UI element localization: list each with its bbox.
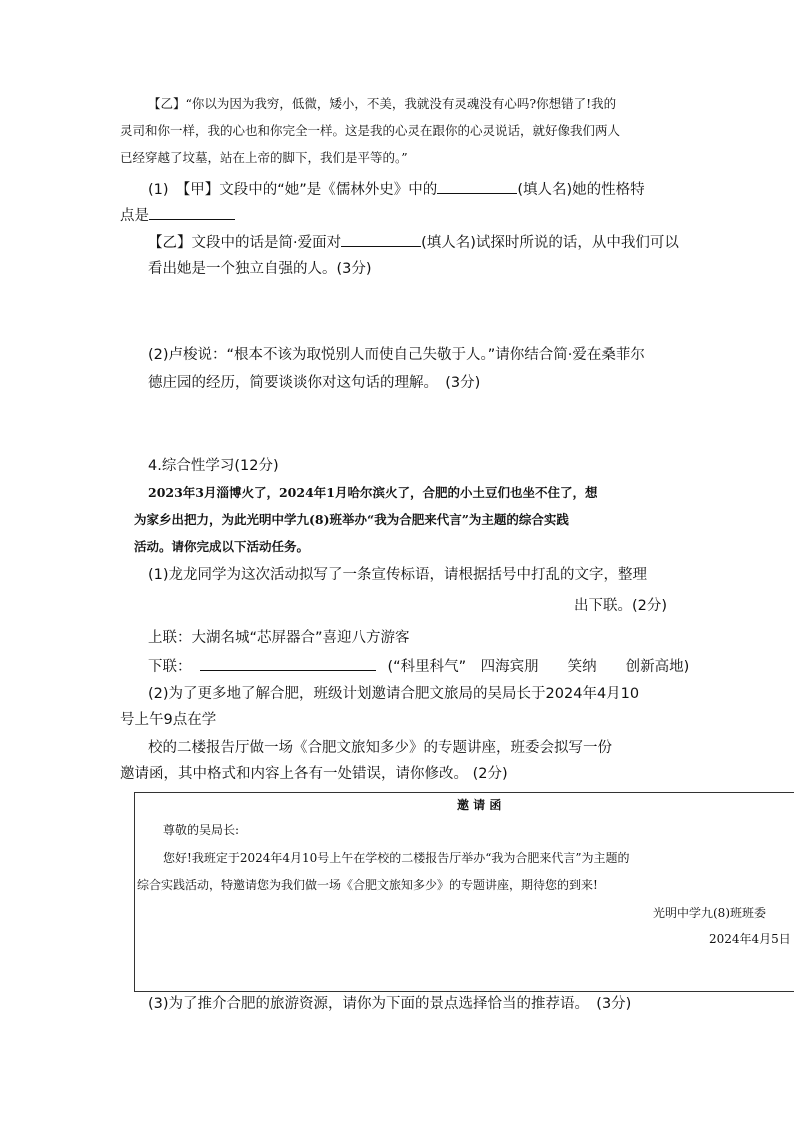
q4-3-line-1: (3)为了推介合肥的旅游资源，请你为下面的景点选择恰当的推荐语。 (3分) (148, 996, 632, 1012)
q4-title: 4.综合性学习(12分) (148, 458, 279, 474)
q4-intro-line-1: 2023年3月淄博火了，2024年1月哈尔滨火了，合肥的小土豆们也坐不住了，想 (148, 485, 598, 500)
q4-2-line-2: 号上午9点在学 (120, 712, 217, 728)
q4-intro-line-2: 为家乡出把力，为此光明中学九(8)班举办“我为合肥来代言”为主题的综合实践 (134, 512, 569, 527)
letter-greeting: 尊敬的吴局长: (163, 823, 240, 837)
q3-1-line-4: 看出她是一个独立自强的人。(3分) (148, 261, 372, 277)
q4-intro-line-3: 活动。请你完成以下活动任务。 (134, 539, 310, 554)
couplet-upper: 上联：大湖名城“芯屏器合”喜迎八方游客 (148, 630, 410, 646)
q4-1-line-1: (1)龙龙同学为这次活动拟写了一条宣传标语，请根据括号中打乱的文字，整理 (148, 567, 648, 583)
q4-1-line-2: 出下联。(2分) (574, 598, 668, 614)
q3-1-line-2 (120, 205, 235, 226)
q3-2-line-1: (2)卢梭说：“根本不该为取悦别人而使自己失敬于人。”请你结合简·爱在桑菲尔 (148, 347, 645, 363)
q3-1-line-1-text-a: (1) 【甲】文段中的“她”是《儒林外史》中的 (148, 182, 438, 198)
answer-blank-tester-name[interactable] (341, 232, 421, 247)
yi-quote-line-3: 已经穿越了坟墓，站在上帝的脚下，我们是平等的。” (120, 150, 408, 165)
q3-1-line-3-text-b: (填人名)试探时所说的话，从中我们可以 (421, 235, 679, 251)
answer-blank-person-name[interactable] (437, 179, 517, 194)
q3-1-line-1-text-b: (填人名)她的性格特 (517, 182, 645, 198)
invitation-letter-box (134, 792, 794, 992)
q4-2-line-1: (2)为了更多地了解合肥，班级计划邀请合肥文旅局的吴局长于2024年4月10 (148, 686, 640, 702)
yi-quote-line-1: 【乙】“你以为因为我穷，低微，矮小，不美，我就没有灵魂没有心吗?你想错了!我的 (148, 96, 617, 111)
q4-2-line-3: 校的二楼报告厅做一场《合肥文旅知多少》的专题讲座，班委会拟写一份 (148, 740, 612, 756)
letter-signature: 光明中学九(8)班班委 (653, 906, 766, 920)
q3-1-line-3-text-a: 【乙】文段中的话是简·爱面对 (148, 235, 342, 251)
q3-1-line-3 (148, 232, 679, 253)
q4-2-line-4: 邀请函，其中格式和内容上各有一处错误，请你修改。 (2分) (120, 766, 508, 782)
letter-body-line-2: 综合实践活动，特邀请您为我们做一场《合肥文旅知多少》的专题讲座，期待您的到来! (137, 878, 598, 892)
q3-1-line-1 (148, 179, 645, 200)
couplet-lower-hint: (“科里科气” 四海宾朋 笑纳 创新高地) (387, 659, 690, 675)
couplet-lower-label: 下联： (148, 659, 192, 675)
letter-body-line-1: 您好!我班定于2024年4月10号上午在学校的二楼报告厅举办“我为合肥来代言”为主题的 (163, 851, 630, 865)
couplet-lower (148, 656, 689, 677)
q3-1-line-2-text: 点是 (120, 208, 149, 224)
yi-quote-line-2: 灵司和你一样，我的心也和你完全一样。这是我的心灵在跟你的心灵说话，就好像我们两人 (120, 123, 621, 138)
answer-blank-couplet[interactable] (200, 656, 376, 671)
letter-date: 2024年4月5日 (709, 932, 791, 946)
answer-blank-character-trait[interactable] (149, 205, 235, 220)
q3-2-line-2: 德庄园的经历，简要谈谈你对这句话的理解。 (3分) (148, 375, 481, 391)
letter-title: 邀 请 函 (457, 798, 502, 812)
